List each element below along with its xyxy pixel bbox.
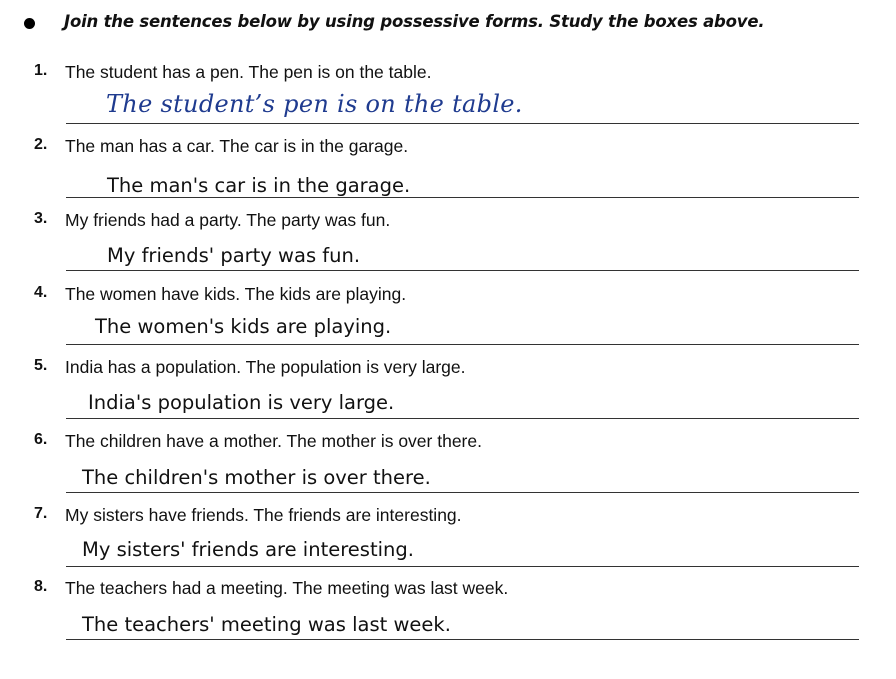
item-answer[interactable]: The student’s pen is on the table. [106,90,523,118]
item-question: The women have kids. The kids are playing. [65,284,407,304]
item-question: The teachers had a meeting. The meeting was last week. [65,578,509,598]
item-number: 2. [34,136,48,153]
item-number: 3. [34,210,48,227]
item-answer[interactable]: My friends' party was fun. [107,244,361,267]
item-number: 4. [34,284,48,301]
item-number: 5. [34,357,48,374]
item-number: 7. [34,505,48,522]
item-question: India has a population. The population is very large. [65,357,466,377]
item-question: My friends had a party. The party was fun. [65,210,391,230]
answer-line [66,566,859,567]
instruction-text: Join the sentences below by using possessive forms. Study the boxes above. [64,12,765,31]
item-answer[interactable]: The man's car is in the garage. [107,174,411,197]
answer-line [66,639,859,640]
answer-line [66,492,859,493]
item-answer[interactable]: The children's mother is over there. [82,466,431,489]
bullet-icon [24,18,35,29]
item-number: 1. [34,62,48,79]
item-question: The man has a car. The car is in the garage. [65,136,409,156]
answer-line [66,123,859,124]
answer-line [66,197,859,198]
answer-line [66,344,859,345]
item-answer[interactable]: The teachers' meeting was last week. [82,613,451,636]
item-question: My sisters have friends. The friends are interesting. [65,505,462,525]
answer-line [66,418,859,419]
item-number: 6. [34,431,48,448]
item-answer[interactable]: My sisters' friends are interesting. [82,538,414,561]
item-answer[interactable]: India's population is very large. [88,391,395,414]
item-question: The student has a pen. The pen is on the table. [65,62,432,82]
answer-line [66,270,859,271]
instruction [24,10,765,36]
item-number: 8. [34,578,48,595]
item-answer[interactable]: The women's kids are playing. [95,315,392,338]
item-question: The children have a mother. The mother is over there. [65,431,482,451]
